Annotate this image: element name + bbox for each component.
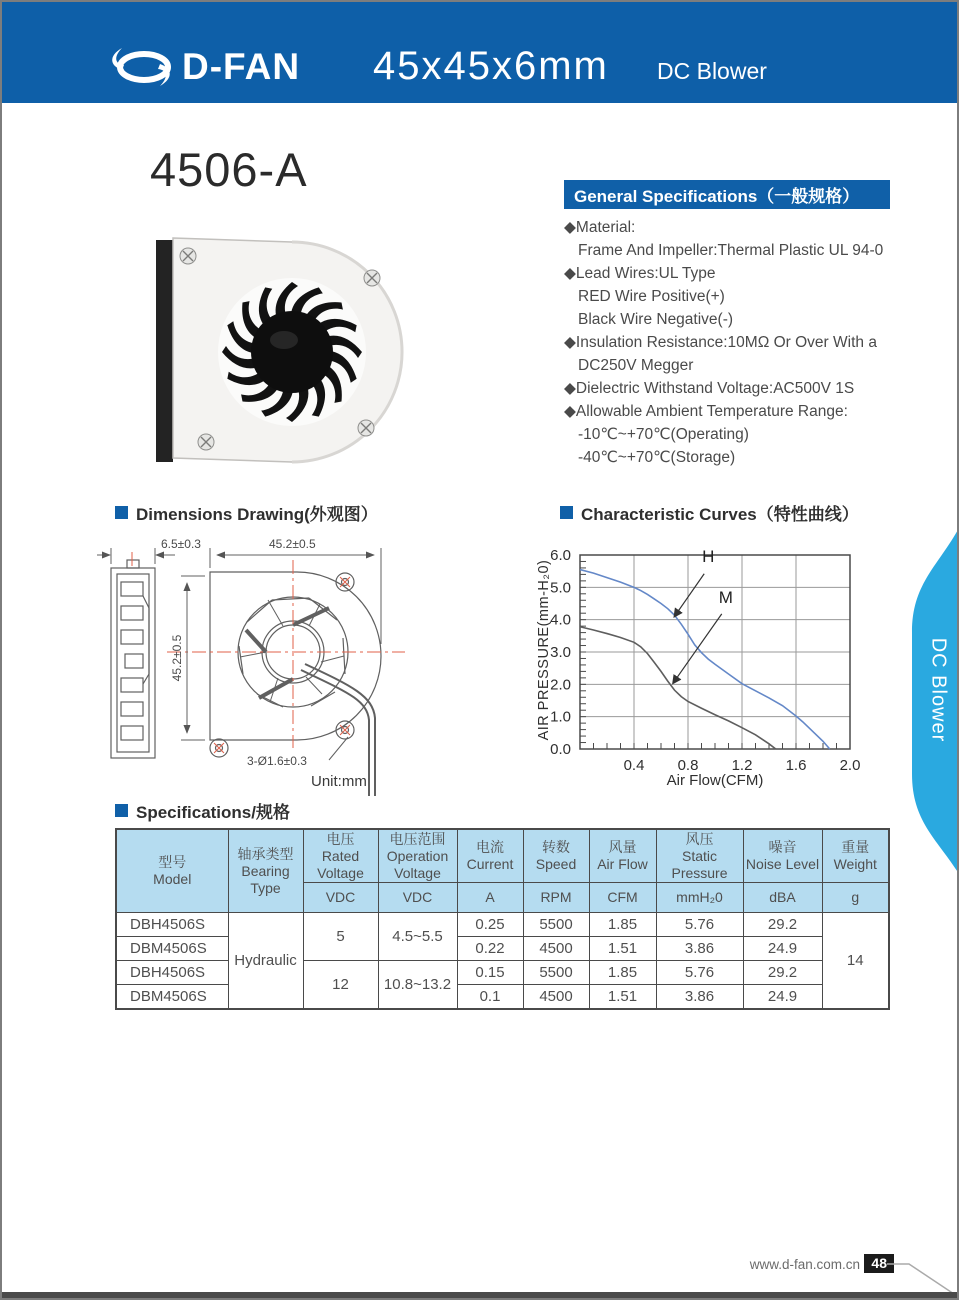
model-cell: DBM4506S [116,937,228,961]
rated-voltage-cell: 5 [303,913,378,961]
svg-text:5.0: 5.0 [550,579,571,597]
fan-swirl-icon [108,46,174,88]
col-header-operation-voltage: 电压范围 Operation Voltage [378,829,457,883]
spec-item: ◆Lead Wires:UL Type [564,265,716,282]
svg-text:2.0: 2.0 [839,757,861,774]
spec-item: -40℃~+70℃(Storage) [578,449,736,466]
spec-item: -10℃~+70℃(Operating) [578,426,749,443]
dimensions-section-heading [115,500,378,525]
current-cell: 0.1 [457,985,523,1010]
speed-cell: 4500 [523,985,589,1010]
col-header-airflow: 风量 Air Flow [589,829,656,883]
section-bullet-icon [115,506,128,519]
svg-text:M: M [718,587,733,607]
general-specs-header: General Specifications（一般规格） [564,180,890,209]
speed-cell: 5500 [523,961,589,985]
svg-text:0.0: 0.0 [550,741,571,758]
bottom-rule [2,1292,957,1298]
noise-cell: 24.9 [743,937,822,961]
section-bullet-icon [115,804,128,817]
speed-cell: 4500 [523,937,589,961]
noise-cell: 24.9 [743,985,822,1010]
unit-dba: dBA [743,883,822,913]
col-header-model: 型号 Model [116,829,228,913]
model-cell: DBH4506S [116,961,228,985]
brand-name: D-FAN [182,46,301,87]
page-number-badge: 48 [864,1254,894,1273]
brand-logo [108,46,300,88]
col-header-rated-voltage: 电压 Rated Voltage [303,829,378,883]
unit-vdc: VDC [303,883,378,913]
unit-g: g [822,883,889,913]
col-header-pressure: 风压 Static Pressure [656,829,743,883]
svg-text:6.0: 6.0 [550,547,571,564]
dim-height-label: 45.2±0.5 [170,634,184,682]
current-cell: 0.22 [457,937,523,961]
svg-text:4.0: 4.0 [550,611,571,629]
current-cell: 0.15 [457,961,523,985]
spec-item: ◆Dielectric Withstand Voltage:AC500V 1S [564,380,855,397]
model-cell: DBH4506S [116,913,228,937]
website-url: www.d-fan.com.cn [749,1257,860,1272]
noise-cell: 29.2 [743,913,822,937]
chart-x-axis-label: Air Flow(CFM) [666,772,764,789]
col-header-current: 电流 Current [457,829,523,883]
spec-item: Black Wire Negative(-) [578,311,734,328]
model-cell: DBM4506S [116,985,228,1010]
spec-item: ◆Material: [564,219,636,236]
specifications-heading-label: Specifications/规格 [136,803,290,822]
svg-text:1.6: 1.6 [785,757,807,774]
svg-text:H: H [702,547,715,567]
specifications-section-heading [115,798,290,823]
unit-cfm: CFM [589,883,656,913]
dimensions-drawing [97,534,527,806]
specifications-table [115,828,890,1010]
spec-item: DC250V Megger [578,357,694,374]
unit-vdc: VDC [378,883,457,913]
spec-item: ◆Allowable Ambient Temperature Range: [564,403,848,420]
col-header-noise: 噪音 Noise Level [743,829,822,883]
col-header-weight: 重量 Weight [822,829,889,883]
pressure-cell: 3.86 [656,985,743,1010]
svg-text:3.0: 3.0 [550,644,571,661]
svg-text:2.0: 2.0 [550,676,571,694]
section-bullet-icon [560,506,573,519]
airflow-cell: 1.85 [589,961,656,985]
operation-voltage-cell: 10.8~13.2 [378,961,457,1010]
dimensions-heading-label: Dimensions Drawing(外观图） [136,505,378,524]
page-title: 4506-A [150,143,308,196]
svg-text:0.8: 0.8 [677,757,699,774]
bearing-cell: Hydraulic [228,913,303,1010]
hole-callout-label: 3-Ø1.6±0.3 [247,754,307,768]
operation-voltage-cell: 4.5~5.5 [378,913,457,961]
characteristic-curves-chart [530,540,934,798]
curves-section-heading [560,500,859,525]
svg-text:1.2: 1.2 [731,757,753,774]
airflow-cell: 1.51 [589,985,656,1010]
airflow-cell: 1.85 [589,913,656,937]
chart-y-axis-label: AIR PRESSURE(mm-H₂0) [536,559,552,741]
noise-cell: 29.2 [743,961,822,985]
product-photo [140,226,432,478]
col-header-speed: 转数 Speed [523,829,589,883]
speed-cell: 5500 [523,913,589,937]
current-cell: 0.25 [457,913,523,937]
airflow-cell: 1.51 [589,937,656,961]
rated-voltage-cell: 12 [303,961,378,1010]
header-bar [2,2,957,103]
dim-thickness-label: 6.5±0.3 [161,537,201,551]
table-row [116,913,889,937]
spec-item: RED Wire Positive(+) [578,288,725,305]
spec-item: ◆Insulation Resistance:10MΩ Or Over With a [564,334,877,351]
unit-mmh2o: mmH₂0 [656,883,743,913]
spec-item: Frame And Impeller:Thermal Plastic UL 94-0 [578,242,884,259]
dim-width-label: 45.2±0.5 [269,537,316,551]
svg-text:0.4: 0.4 [623,757,645,774]
col-header-bearing: 轴承类型 Bearing Type [228,829,303,913]
svg-text:1.0: 1.0 [550,708,571,726]
pressure-cell: 3.86 [656,937,743,961]
general-specs-list [564,216,894,469]
product-size: 45x45x6mm [373,44,609,88]
unit-rpm: RPM [523,883,589,913]
side-tab-label: DC Blower [927,637,950,743]
weight-cell: 14 [822,913,889,1010]
unit-a: A [457,883,523,913]
curves-heading-label: Characteristic Curves（特性曲线） [581,505,859,524]
unit-label: Unit:mm [311,773,367,790]
pressure-cell: 5.76 [656,961,743,985]
product-type: DC Blower [657,58,767,84]
pressure-cell: 5.76 [656,913,743,937]
